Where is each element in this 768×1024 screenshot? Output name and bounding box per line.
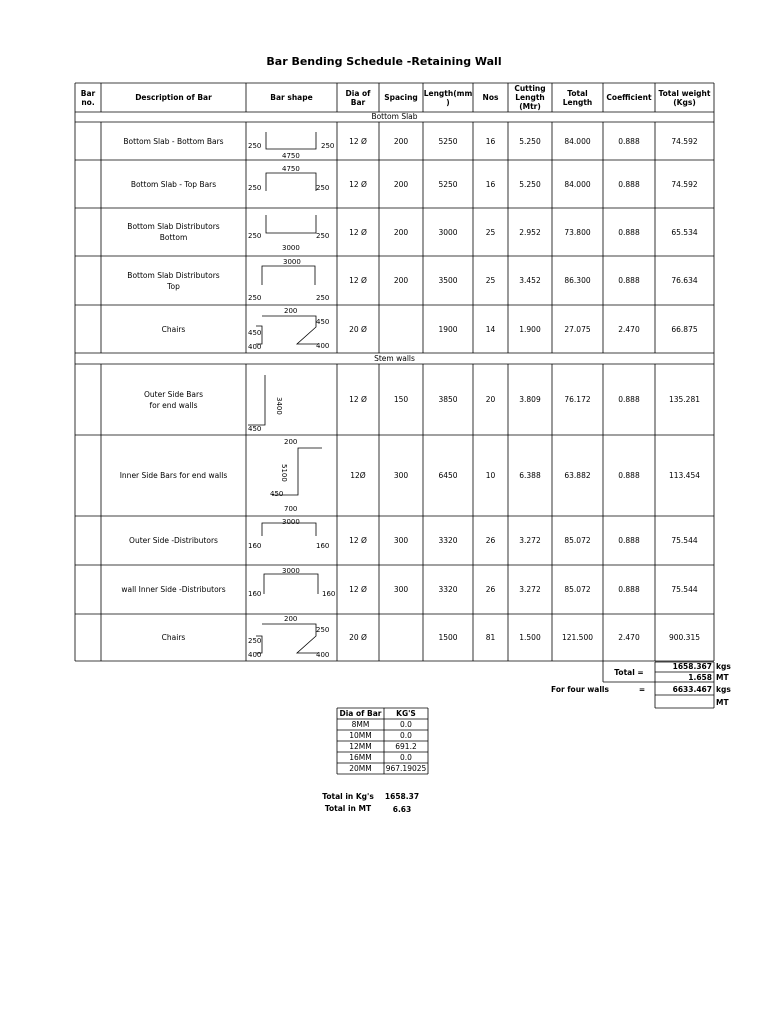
shape-dimension-label: 3400 <box>275 397 283 415</box>
total-length: 84.000 <box>564 136 591 146</box>
equals-sign: = <box>638 685 646 694</box>
column-header: Dia of Bar <box>345 88 371 107</box>
column-header: Bar shape <box>270 93 313 102</box>
bar-description-line: Outer Side -Distributors <box>129 536 218 545</box>
coefficient: 0.888 <box>618 585 640 594</box>
nos: 25 <box>485 227 496 237</box>
shape-dimension-label: 160 <box>316 542 330 550</box>
cutting-length: 5.250 <box>519 179 541 189</box>
length-mm: 1900 <box>438 324 458 334</box>
total-length: 84.000 <box>564 179 591 189</box>
nos: 25 <box>485 276 496 285</box>
cutting-length: 3.272 <box>519 585 541 594</box>
bar-shape-u <box>266 132 316 149</box>
bar-description <box>101 516 246 565</box>
bar-description-line: for end walls <box>149 400 198 410</box>
nos: 26 <box>485 585 496 594</box>
bar-shape-u <box>266 215 316 233</box>
shape-dimension-label: 5100 <box>280 464 288 482</box>
shape-dimension-label: 250 <box>248 637 262 645</box>
total-length: 27.075 <box>564 324 591 334</box>
total-length: 86.300 <box>564 276 591 285</box>
bar-description-line: Bottom Slab - Top Bars <box>130 179 217 189</box>
shape-dimension-label: 3000 <box>282 567 300 575</box>
shape-dimension-label: 250 <box>248 294 262 302</box>
total-weight: 900.315 <box>668 633 700 642</box>
coefficient: 0.888 <box>618 471 640 480</box>
nos: 16 <box>485 179 496 189</box>
shape-dimension-label: 700 <box>284 505 298 513</box>
length-mm: 5250 <box>438 179 458 189</box>
spacing: 200 <box>393 179 409 189</box>
bar-shape-chair <box>262 316 318 344</box>
shape-dimension-label: 200 <box>284 307 298 315</box>
cutting-length: 3.452 <box>519 276 541 285</box>
total-kgs-value: 1658.367 <box>672 662 712 671</box>
dia-of-bar: 12 Ø <box>349 136 367 146</box>
column-header: Coefficient <box>606 93 652 102</box>
shape-dimension-label: 450 <box>316 318 330 326</box>
bar-description <box>101 565 246 614</box>
total-kg-label: Total in Kg's <box>322 792 374 801</box>
bar-description-line: Bottom Slab Distributors <box>127 270 220 280</box>
shape-dimension-label: 400 <box>316 342 330 350</box>
shape-dimension-label: 250 <box>248 142 262 150</box>
column-header: Cutting Length (Mtr) <box>514 84 546 111</box>
coefficient: 0.888 <box>618 227 640 237</box>
bar-description-line: Chairs <box>161 633 186 642</box>
column-header: Bar no. <box>80 88 96 107</box>
total-mt-unit: MT <box>716 673 729 682</box>
bar-description-line: Bottom Slab Distributors <box>127 222 220 231</box>
bar-description <box>101 160 246 208</box>
dia-of-bar: 12 Ø <box>349 536 367 545</box>
summary-kgs: 0.0 <box>400 720 412 729</box>
cutting-length: 5.250 <box>519 136 541 146</box>
total-weight: 75.544 <box>671 585 698 594</box>
summary-dia: 20MM <box>349 764 372 773</box>
length-mm: 3000 <box>438 227 458 237</box>
bar-description-line: Bottom <box>159 233 188 242</box>
total-length: 76.172 <box>564 395 591 404</box>
shape-dimension-label: 250 <box>316 294 330 302</box>
shape-dimension-label: 3000 <box>282 244 300 252</box>
bar-description-line: Bottom Slab - Bottom Bars <box>123 136 224 146</box>
shape-dimension-label: 160 <box>248 590 262 598</box>
shape-dimension-label: 200 <box>284 615 298 623</box>
shape-dimension-label: 400 <box>248 343 262 351</box>
bar-description <box>101 364 246 435</box>
column-header: Length(mm ) <box>423 88 473 107</box>
total-weight: 65.534 <box>671 227 698 237</box>
shape-dimension-label: 4750 <box>282 152 300 160</box>
cutting-length: 1.900 <box>519 324 541 334</box>
cutting-length: 6.388 <box>519 471 541 480</box>
four-walls-mt-unit: MT <box>716 698 729 707</box>
section-header: Stem walls <box>374 354 415 363</box>
bar-description <box>101 208 246 256</box>
total-label: Total = <box>614 668 644 677</box>
length-mm: 6450 <box>438 471 458 480</box>
total-weight: 76.634 <box>671 276 698 285</box>
bar-description <box>101 435 246 516</box>
four-walls-kgs-unit: kgs <box>716 685 731 694</box>
spacing: 300 <box>393 585 409 594</box>
length-mm: 3850 <box>438 395 458 404</box>
shape-dimension-label: 4750 <box>282 165 300 173</box>
bar-shape-inverted-u <box>262 266 315 285</box>
summary-kgs: 967.19025 <box>385 764 427 773</box>
bar-description-line: Outer Side Bars <box>143 389 203 399</box>
summary-kgs: 0.0 <box>400 731 412 740</box>
bar-description-line: wall Inner Side -Distributors <box>121 585 226 594</box>
bar-description <box>101 614 246 661</box>
coefficient: 0.888 <box>618 179 640 189</box>
shape-dimension-label: 450 <box>248 329 262 337</box>
total-length: 85.072 <box>564 536 591 545</box>
shape-dimension-label: 450 <box>270 490 284 498</box>
total-mt-summary-value: 6.63 <box>392 805 412 814</box>
total-mt-value: 1.658 <box>688 673 712 682</box>
spacing: 300 <box>393 536 409 545</box>
coefficient: 2.470 <box>618 633 640 642</box>
total-kgs-unit: kgs <box>716 662 731 671</box>
total-length: 121.500 <box>561 633 593 642</box>
dia-of-bar: 12 Ø <box>349 585 367 594</box>
length-mm: 3320 <box>438 585 458 594</box>
length-mm: 5250 <box>438 136 458 146</box>
dia-of-bar: 12 Ø <box>349 227 367 237</box>
shape-dimension-label: 250 <box>316 626 330 634</box>
nos: 10 <box>485 471 496 480</box>
bar-description-line: Inner Side Bars for end walls <box>119 471 228 480</box>
spacing: 200 <box>393 276 409 285</box>
column-header: Description of Bar <box>135 93 212 102</box>
nos: 81 <box>485 633 496 642</box>
page-title: Bar Bending Schedule -Retaining Wall <box>266 55 502 68</box>
four-walls-label: For four walls <box>551 685 609 694</box>
cutting-length: 1.500 <box>519 633 541 642</box>
coefficient: 2.470 <box>618 324 640 334</box>
column-header: Total Length <box>562 88 593 107</box>
dia-of-bar: 12 Ø <box>349 395 367 404</box>
total-length: 85.072 <box>564 585 591 594</box>
nos: 14 <box>485 324 496 334</box>
bar-shape-chair <box>262 624 318 653</box>
summary-kgs: 0.0 <box>400 753 412 762</box>
shape-dimension-label: 250 <box>321 142 335 150</box>
summary-dia: 8MM <box>351 720 370 729</box>
column-header: Total weight (Kgs) <box>658 88 711 107</box>
length-mm: 3320 <box>438 536 458 545</box>
total-weight: 135.281 <box>668 395 700 404</box>
coefficient: 0.888 <box>618 395 640 404</box>
shape-dimension-label: 200 <box>284 438 298 446</box>
length-mm: 1500 <box>438 633 458 642</box>
bar-shape-l <box>248 375 265 425</box>
summary-dia: 16MM <box>349 753 372 762</box>
total-weight: 75.544 <box>671 536 698 545</box>
bar-description <box>101 122 246 160</box>
shape-dimension-label: 160 <box>248 542 262 550</box>
total-kg-value: 1658.37 <box>384 792 420 801</box>
four-walls-kgs-value: 6633.467 <box>672 685 712 694</box>
column-header: Spacing <box>384 93 418 102</box>
bar-description-line: Top <box>167 281 180 291</box>
total-length: 63.882 <box>564 471 591 480</box>
total-weight: 74.592 <box>671 179 698 189</box>
dia-of-bar: 12 Ø <box>349 179 367 189</box>
total-length: 73.800 <box>564 227 591 237</box>
nos: 16 <box>485 136 496 146</box>
spacing: 300 <box>393 471 409 480</box>
bar-shape-crank <box>272 448 322 495</box>
shape-dimension-label: 3000 <box>283 258 301 266</box>
bar-shape-inverted-u <box>264 574 318 594</box>
column-header: Nos <box>482 93 499 102</box>
nos: 20 <box>485 395 496 404</box>
dia-of-bar: 12Ø <box>350 471 366 480</box>
shape-dimension-label: 250 <box>316 232 330 240</box>
section-header: Bottom Slab <box>371 112 418 121</box>
bar-description <box>101 256 246 305</box>
summary-dia: 10MM <box>349 731 372 740</box>
shape-dimension-label: 160 <box>322 590 336 598</box>
coefficient: 0.888 <box>618 536 640 545</box>
shape-dimension-label: 400 <box>248 651 262 659</box>
dia-of-bar: 20 Ø <box>349 324 367 334</box>
bar-description <box>101 305 246 353</box>
shape-dimension-label: 250 <box>248 232 262 240</box>
total-weight: 74.592 <box>671 136 698 146</box>
cutting-length: 2.952 <box>519 227 541 237</box>
summary-header: KG'S <box>396 709 416 718</box>
total-mt-label: Total in MT <box>324 804 372 813</box>
cutting-length: 3.272 <box>519 536 541 545</box>
shape-dimension-label: 400 <box>316 651 330 659</box>
spacing: 200 <box>393 136 409 146</box>
dia-of-bar: 12 Ø <box>349 276 367 285</box>
spacing <box>379 614 423 661</box>
dia-of-bar: 20 Ø <box>349 633 367 642</box>
spacing: 150 <box>393 395 409 404</box>
bar-description-line: Chairs <box>161 324 186 334</box>
spacing: 200 <box>393 227 409 237</box>
summary-kgs: 691.2 <box>395 742 417 751</box>
total-weight: 113.454 <box>668 471 700 480</box>
total-weight: 66.875 <box>671 324 698 334</box>
shape-dimension-label: 250 <box>248 184 262 192</box>
cutting-length: 3.809 <box>519 395 541 404</box>
spacing <box>379 305 423 353</box>
coefficient: 0.888 <box>618 136 640 146</box>
length-mm: 3500 <box>438 276 458 285</box>
shape-dimension-label: 250 <box>316 184 330 192</box>
shape-dimension-label: 450 <box>248 425 262 433</box>
summary-dia: 12MM <box>349 742 372 751</box>
nos: 26 <box>485 536 496 545</box>
bar-shape-inverted-u <box>266 173 316 191</box>
shape-dimension-label: 3000 <box>282 518 300 526</box>
coefficient: 0.888 <box>618 276 640 285</box>
summary-header: Dia of Bar <box>339 709 382 718</box>
